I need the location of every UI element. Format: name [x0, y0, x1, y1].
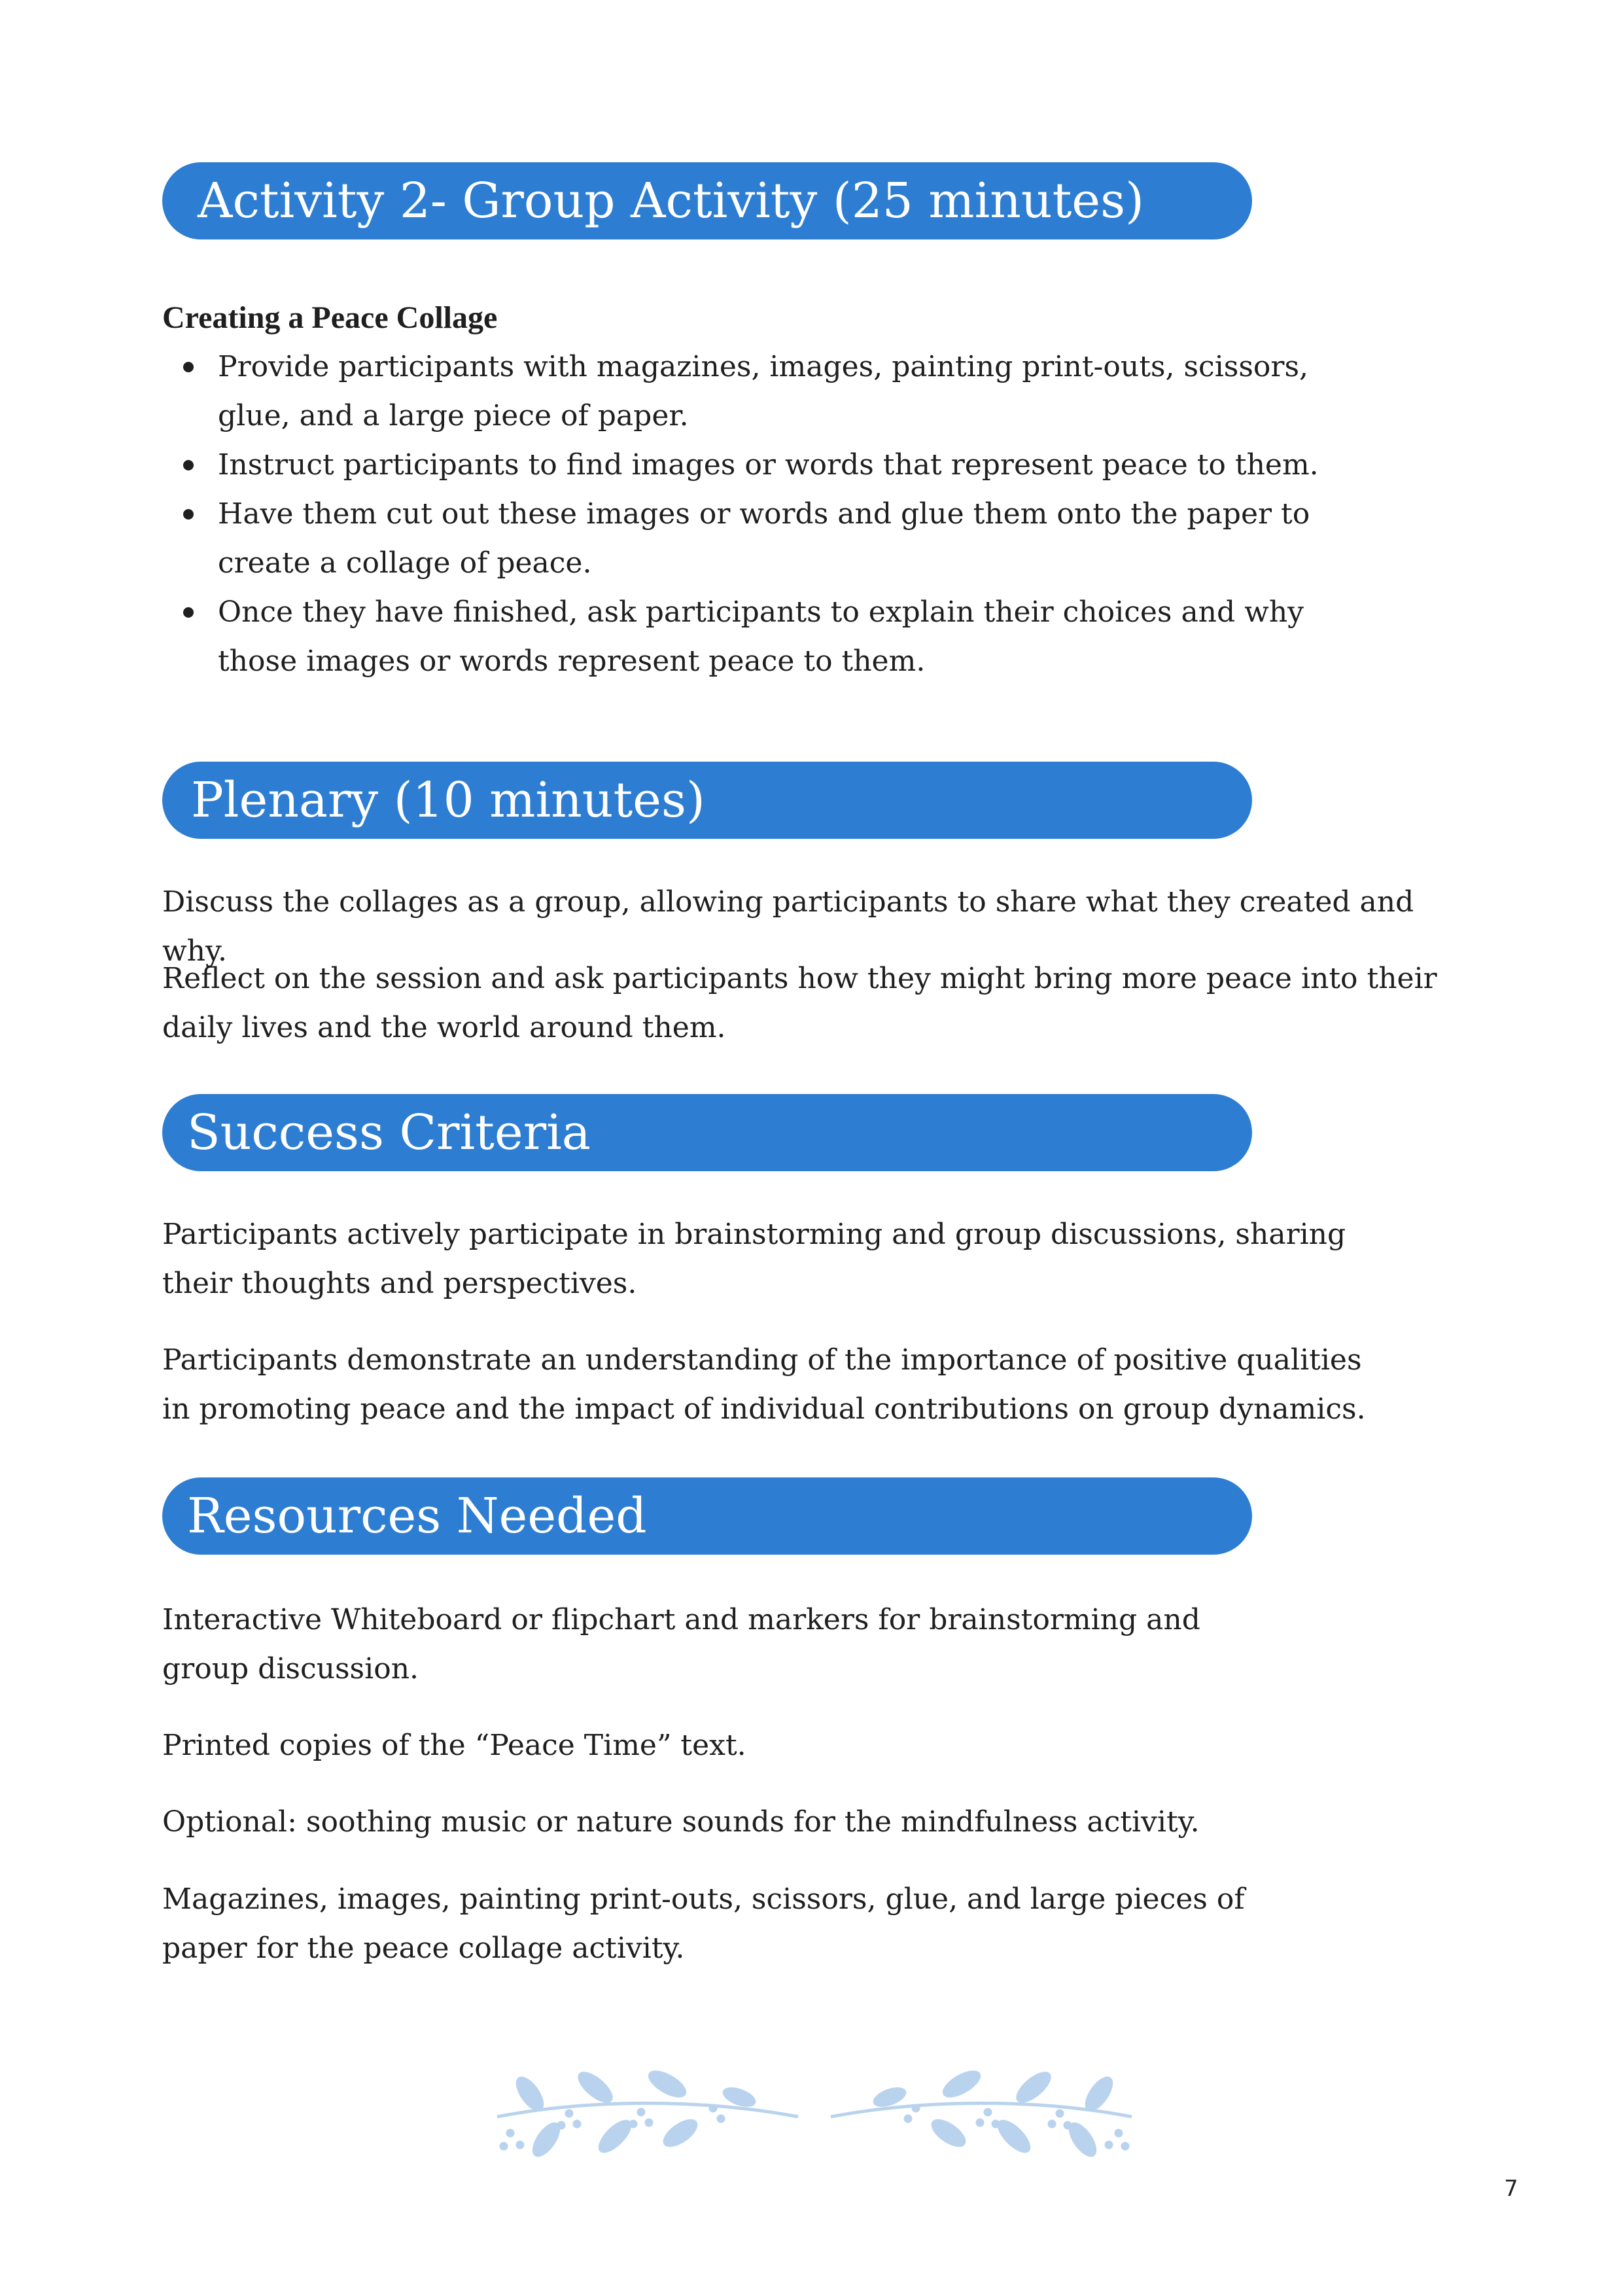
subheading-peace-collage: Creating a Peace Collage: [162, 300, 498, 335]
floral-branch-divider-icon: [484, 2061, 1145, 2172]
resources-paragraph-1: Interactive Whiteboard or flipchart and markers for brainstorming and group discussion.: [162, 1603, 1200, 1686]
section-heading-success-criteria: Success Criteria: [162, 1094, 1252, 1171]
list-item: Have them cut out these images or words and glue them onto the paper to create a collage of peace.: [162, 489, 1353, 588]
plenary-paragraph-1: Discuss the collages as a group, allowing participants to share what they created and why.: [162, 885, 1414, 968]
section-heading-activity-2: Activity 2- Group Activity (25 minutes): [162, 162, 1252, 239]
resources-paragraph-3: Optional: soothing music or nature sounds for the mindfulness activity.: [162, 1805, 1200, 1839]
list-item: Once they have finished, ask participants to explain their choices and why those images or words represent peace to them.: [162, 588, 1353, 686]
plenary-paragraph-2: Reflect on the session and ask participants how they might bring more peace into their daily lives and the world around them.: [162, 962, 1437, 1044]
list-item: Provide participants with magazines, images, painting print-outs, scissors, glue, and a large piece of paper.: [162, 342, 1353, 440]
success-paragraph-2: Participants demonstrate an understanding of the importance of positive qualities in promoting peace and the impact of individual contributions on group dynamics.: [162, 1343, 1366, 1426]
section-heading-plenary: Plenary (10 minutes): [162, 762, 1252, 839]
bullet-icon: [183, 362, 194, 372]
page-number: 7: [1504, 2176, 1518, 2202]
activity-2-bullet-list: [162, 342, 1353, 686]
list-item: Instruct participants to find images or words that represent peace to them.: [162, 440, 1353, 489]
resources-paragraph-2: Printed copies of the “Peace Time” text.: [162, 1729, 746, 1762]
bullet-icon: [183, 509, 194, 520]
success-paragraph-1: Participants actively participate in brainstorming and group discussions, sharing their thoughts and perspectives.: [162, 1218, 1346, 1300]
bullet-icon: [183, 607, 194, 618]
section-heading-resources-needed: Resources Needed: [162, 1477, 1252, 1555]
resources-paragraph-4: Magazines, images, painting print-outs, scissors, glue, and large pieces of paper for the peace collage activity.: [162, 1882, 1245, 1965]
bullet-icon: [183, 460, 194, 470]
